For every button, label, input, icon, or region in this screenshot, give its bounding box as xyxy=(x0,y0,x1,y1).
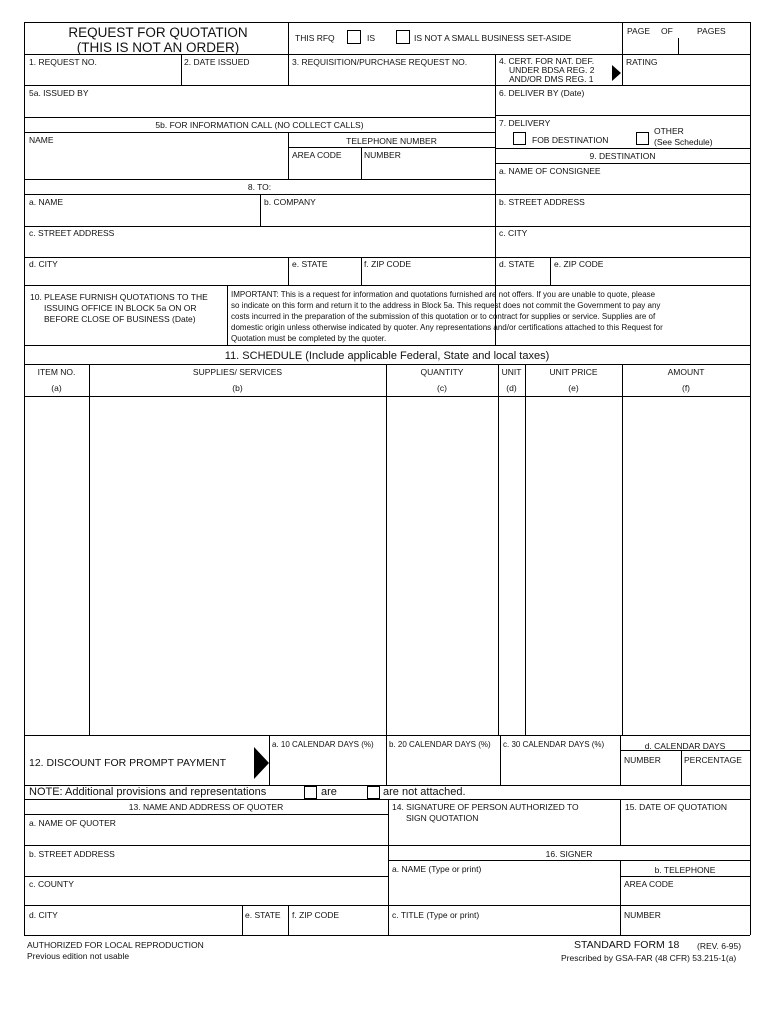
date-of-quotation-input[interactable] xyxy=(622,813,748,844)
column-code-d: (d) xyxy=(506,383,517,393)
is-not-set-aside-label: IS NOT A SMALL BUSINESS SET-ASIDE xyxy=(414,33,572,43)
rating-label: RATING xyxy=(626,57,658,67)
signature-input[interactable] xyxy=(390,825,619,844)
contact-name-input[interactable] xyxy=(26,146,286,178)
column-code-f: (f) xyxy=(681,383,691,393)
consignee-name-label: a. NAME OF CONSIGNEE xyxy=(499,166,601,176)
signer-title-label: c. TITLE (Type or print) xyxy=(392,910,480,920)
quoter-city-label: d. CITY xyxy=(29,910,58,920)
issued-by-label: 5a. ISSUED BY xyxy=(29,88,89,98)
consignee-name-input[interactable] xyxy=(497,177,748,193)
provisions-not-attached-label: are not attached. xyxy=(383,786,466,798)
signer-area-code-input[interactable] xyxy=(622,890,748,904)
to-name-input[interactable] xyxy=(26,208,259,225)
furnish-date-input[interactable] xyxy=(26,327,226,344)
date-of-quotation-label: 15. DATE OF QUOTATION xyxy=(625,802,728,812)
area-code-input[interactable] xyxy=(290,161,360,178)
discount-percentage-input[interactable] xyxy=(683,766,748,784)
phone-number-input[interactable] xyxy=(363,161,494,178)
furnish-label-2: ISSUING OFFICE IN BLOCK 5a ON OR xyxy=(44,303,197,313)
provisions-are-label: are xyxy=(321,786,337,798)
discount-percentage-label: PERCENTAGE xyxy=(684,755,742,765)
quoter-name-input[interactable] xyxy=(26,829,387,844)
request-no-label: 1. REQUEST NO. xyxy=(29,57,97,67)
unit-field[interactable] xyxy=(500,398,524,734)
standard-form-label: STANDARD FORM 18 xyxy=(574,939,680,951)
cert-label-2: UNDER BDSA REG. 2 xyxy=(509,65,595,75)
discount-number-label: NUMBER xyxy=(624,755,661,765)
to-street-input[interactable] xyxy=(26,239,493,256)
column-header-amount: AMOUNT xyxy=(667,367,705,377)
column-code-c: (c) xyxy=(437,383,447,393)
note-label: NOTE: Additional provisions and representations xyxy=(29,786,267,798)
authorized-reproduction-text: AUTHORIZED FOR LOCAL REPRODUCTION xyxy=(27,940,204,950)
dest-street-label: b. STREET ADDRESS xyxy=(499,197,585,207)
to-city-input[interactable] xyxy=(26,270,287,284)
other-delivery-checkbox[interactable] xyxy=(636,132,649,145)
discount-30-days-input[interactable] xyxy=(502,751,619,784)
prescribed-by-text: Prescribed by GSA-FAR (48 CFR) 53.215-1(a) xyxy=(561,953,737,963)
to-name-label: a. NAME xyxy=(29,197,64,207)
deliver-by-input[interactable] xyxy=(497,99,748,114)
discount-number-input[interactable] xyxy=(622,766,680,784)
signature-label-1: 14. SIGNATURE OF PERSON AUTHORIZED TO xyxy=(392,802,579,812)
other-label: OTHER xyxy=(654,126,684,136)
form-subtitle: (THIS IS NOT AN ORDER) xyxy=(76,40,240,55)
to-street-label: c. STREET ADDRESS xyxy=(29,228,115,238)
cert-label-3: AND/OR DMS REG. 1 xyxy=(509,74,594,84)
rating-input[interactable] xyxy=(624,68,748,84)
furnish-label-1: 10. PLEASE FURNISH QUOTATIONS TO THE xyxy=(30,292,208,302)
discount-30-days-label: c. 30 CALENDAR DAYS (%) xyxy=(503,740,605,749)
unit-price-field[interactable] xyxy=(527,398,621,734)
column-header-quantity: QUANTITY xyxy=(420,367,464,377)
dest-city-input[interactable] xyxy=(497,239,748,256)
column-code-b: (b) xyxy=(232,383,243,393)
request-no-input[interactable] xyxy=(26,68,179,84)
discount-20-days-input[interactable] xyxy=(388,751,499,784)
quoter-zip-label: f. ZIP CODE xyxy=(292,910,340,920)
supplies-services-field[interactable] xyxy=(91,398,385,734)
dest-state-input[interactable] xyxy=(497,270,549,284)
form-title: REQUEST FOR QUOTATION xyxy=(68,25,248,40)
cert-label-1: 4. CERT. FOR NAT. DEF. xyxy=(499,56,595,66)
important-notice-1: IMPORTANT: This is a request for information and quotations furnished are not offers. If you are unable to quote, please xyxy=(231,290,656,299)
signer-name-label: a. NAME (Type or print) xyxy=(392,864,482,874)
column-code-e: (e) xyxy=(568,383,579,393)
signer-number-input[interactable] xyxy=(622,921,748,934)
dest-zip-label: e. ZIP CODE xyxy=(554,259,604,269)
area-code-label: AREA CODE xyxy=(292,150,342,160)
column-header-unit-price: UNIT PRICE xyxy=(549,367,598,377)
requisition-no-input[interactable] xyxy=(290,68,494,84)
signer-name-input[interactable] xyxy=(390,875,619,904)
important-notice-3: costs incurred in the preparation of the submission of this quotation or to contract for supplies or service. Supplies are of xyxy=(231,312,656,321)
see-schedule-label: (See Schedule) xyxy=(654,137,713,147)
revision-label: (REV. 6-95) xyxy=(697,941,742,951)
contact-name-label: NAME xyxy=(29,135,54,145)
page-input[interactable] xyxy=(624,38,676,53)
to-state-label: e. STATE xyxy=(292,259,328,269)
important-notice-5: Quotation must be completed by the quoter. xyxy=(231,334,387,343)
quoter-state-input[interactable] xyxy=(244,921,287,934)
requisition-no-label: 3. REQUISITION/PURCHASE REQUEST NO. xyxy=(292,57,468,67)
date-issued-input[interactable] xyxy=(183,68,287,84)
signer-label: 16. SIGNER xyxy=(545,849,593,859)
signer-telephone-label: b. TELEPHONE xyxy=(654,865,716,875)
signature-label-2: SIGN QUOTATION xyxy=(406,813,479,823)
quoter-title: 13. NAME AND ADDRESS OF QUOTER xyxy=(128,802,284,812)
previous-edition-text: Previous edition not usable xyxy=(27,951,130,961)
column-header-supplies: SUPPLIES/ SERVICES xyxy=(192,367,283,377)
quantity-field[interactable] xyxy=(388,398,497,734)
discount-10-days-input[interactable] xyxy=(271,751,385,784)
is-set-aside-checkbox[interactable] xyxy=(347,30,361,44)
to-zip-input[interactable] xyxy=(363,270,494,284)
amount-field[interactable] xyxy=(624,398,748,734)
number-label: NUMBER xyxy=(364,150,401,160)
quoter-state-label: e. STATE xyxy=(245,910,281,920)
discount-10-days-label: a. 10 CALENDAR DAYS (%) xyxy=(272,740,374,749)
dest-zip-input[interactable] xyxy=(552,270,748,284)
to-city-label: d. CITY xyxy=(29,259,58,269)
is-not-set-aside-checkbox[interactable] xyxy=(396,30,410,44)
to-company-label: b. COMPANY xyxy=(264,197,316,207)
discount-20-days-label: b. 20 CALENDAR DAYS (%) xyxy=(389,740,491,749)
quoter-street-label: b. STREET ADDRESS xyxy=(29,849,115,859)
column-header-unit: UNIT xyxy=(501,367,522,377)
important-notice-2: so indicate on this form and return it to the address in Block 5a. This request does not commit the Government to pay any xyxy=(231,301,661,310)
signer-title-input[interactable] xyxy=(390,921,619,934)
quoter-city-input[interactable] xyxy=(26,921,241,934)
furnish-label-3: BEFORE CLOSE OF BUSINESS (Date) xyxy=(44,314,196,324)
item-no-field[interactable] xyxy=(26,398,88,734)
quoter-name-label: a. NAME OF QUOTER xyxy=(29,818,116,828)
discount-label: 12. DISCOUNT FOR PROMPT PAYMENT xyxy=(29,757,226,769)
quoter-street-input[interactable] xyxy=(26,860,387,875)
destination-label: 9. DESTINATION xyxy=(589,151,656,161)
is-label: IS xyxy=(367,33,376,43)
important-notice-4: domestic origin unless otherwise indicated by quoter. Any representations and/or certifications attached to this Request for xyxy=(231,323,663,332)
provisions-are-checkbox[interactable] xyxy=(304,786,317,799)
quoter-county-input[interactable] xyxy=(26,890,387,904)
of-label: OF xyxy=(661,26,673,36)
to-state-input[interactable] xyxy=(290,270,360,284)
info-call-label: 5b. FOR INFORMATION CALL (NO COLLECT CALLS) xyxy=(155,120,364,130)
dest-street-input[interactable] xyxy=(497,208,748,225)
cert-arrow-icon xyxy=(612,65,621,81)
discount-arrow-icon xyxy=(254,747,269,779)
delivery-label: 7. DELIVERY xyxy=(499,118,551,128)
telephone-number-label: TELEPHONE NUMBER xyxy=(346,136,437,146)
fob-destination-label: FOB DESTINATION xyxy=(532,135,609,145)
date-issued-label: 2. DATE ISSUED xyxy=(184,57,250,67)
page-label: PAGE xyxy=(627,26,650,36)
issued-by-input[interactable] xyxy=(26,99,493,116)
schedule-title: 11. SCHEDULE (Include applicable Federal, State and local taxes) xyxy=(224,350,550,362)
quoter-county-label: c. COUNTY xyxy=(29,879,74,889)
pages-label: PAGES xyxy=(697,26,726,36)
dest-city-label: c. CITY xyxy=(499,228,528,238)
fob-destination-checkbox[interactable] xyxy=(513,132,526,145)
column-header-item-no: ITEM NO. xyxy=(37,367,76,377)
signer-area-code-label: AREA CODE xyxy=(624,879,674,889)
to-label: 8. TO: xyxy=(247,182,272,192)
dest-state-label: d. STATE xyxy=(499,259,535,269)
to-zip-label: f. ZIP CODE xyxy=(364,259,412,269)
quoter-zip-input[interactable] xyxy=(290,921,387,934)
this-rfq-label: THIS RFQ xyxy=(295,33,335,43)
pages-input[interactable] xyxy=(680,38,748,53)
signer-number-label: NUMBER xyxy=(624,910,661,920)
discount-calendar-days-label: d. CALENDAR DAYS xyxy=(644,741,726,751)
deliver-by-label: 6. DELIVER BY (Date) xyxy=(499,88,585,98)
provisions-not-attached-checkbox[interactable] xyxy=(367,786,380,799)
to-company-input[interactable] xyxy=(262,208,494,225)
column-code-a: (a) xyxy=(51,383,62,393)
